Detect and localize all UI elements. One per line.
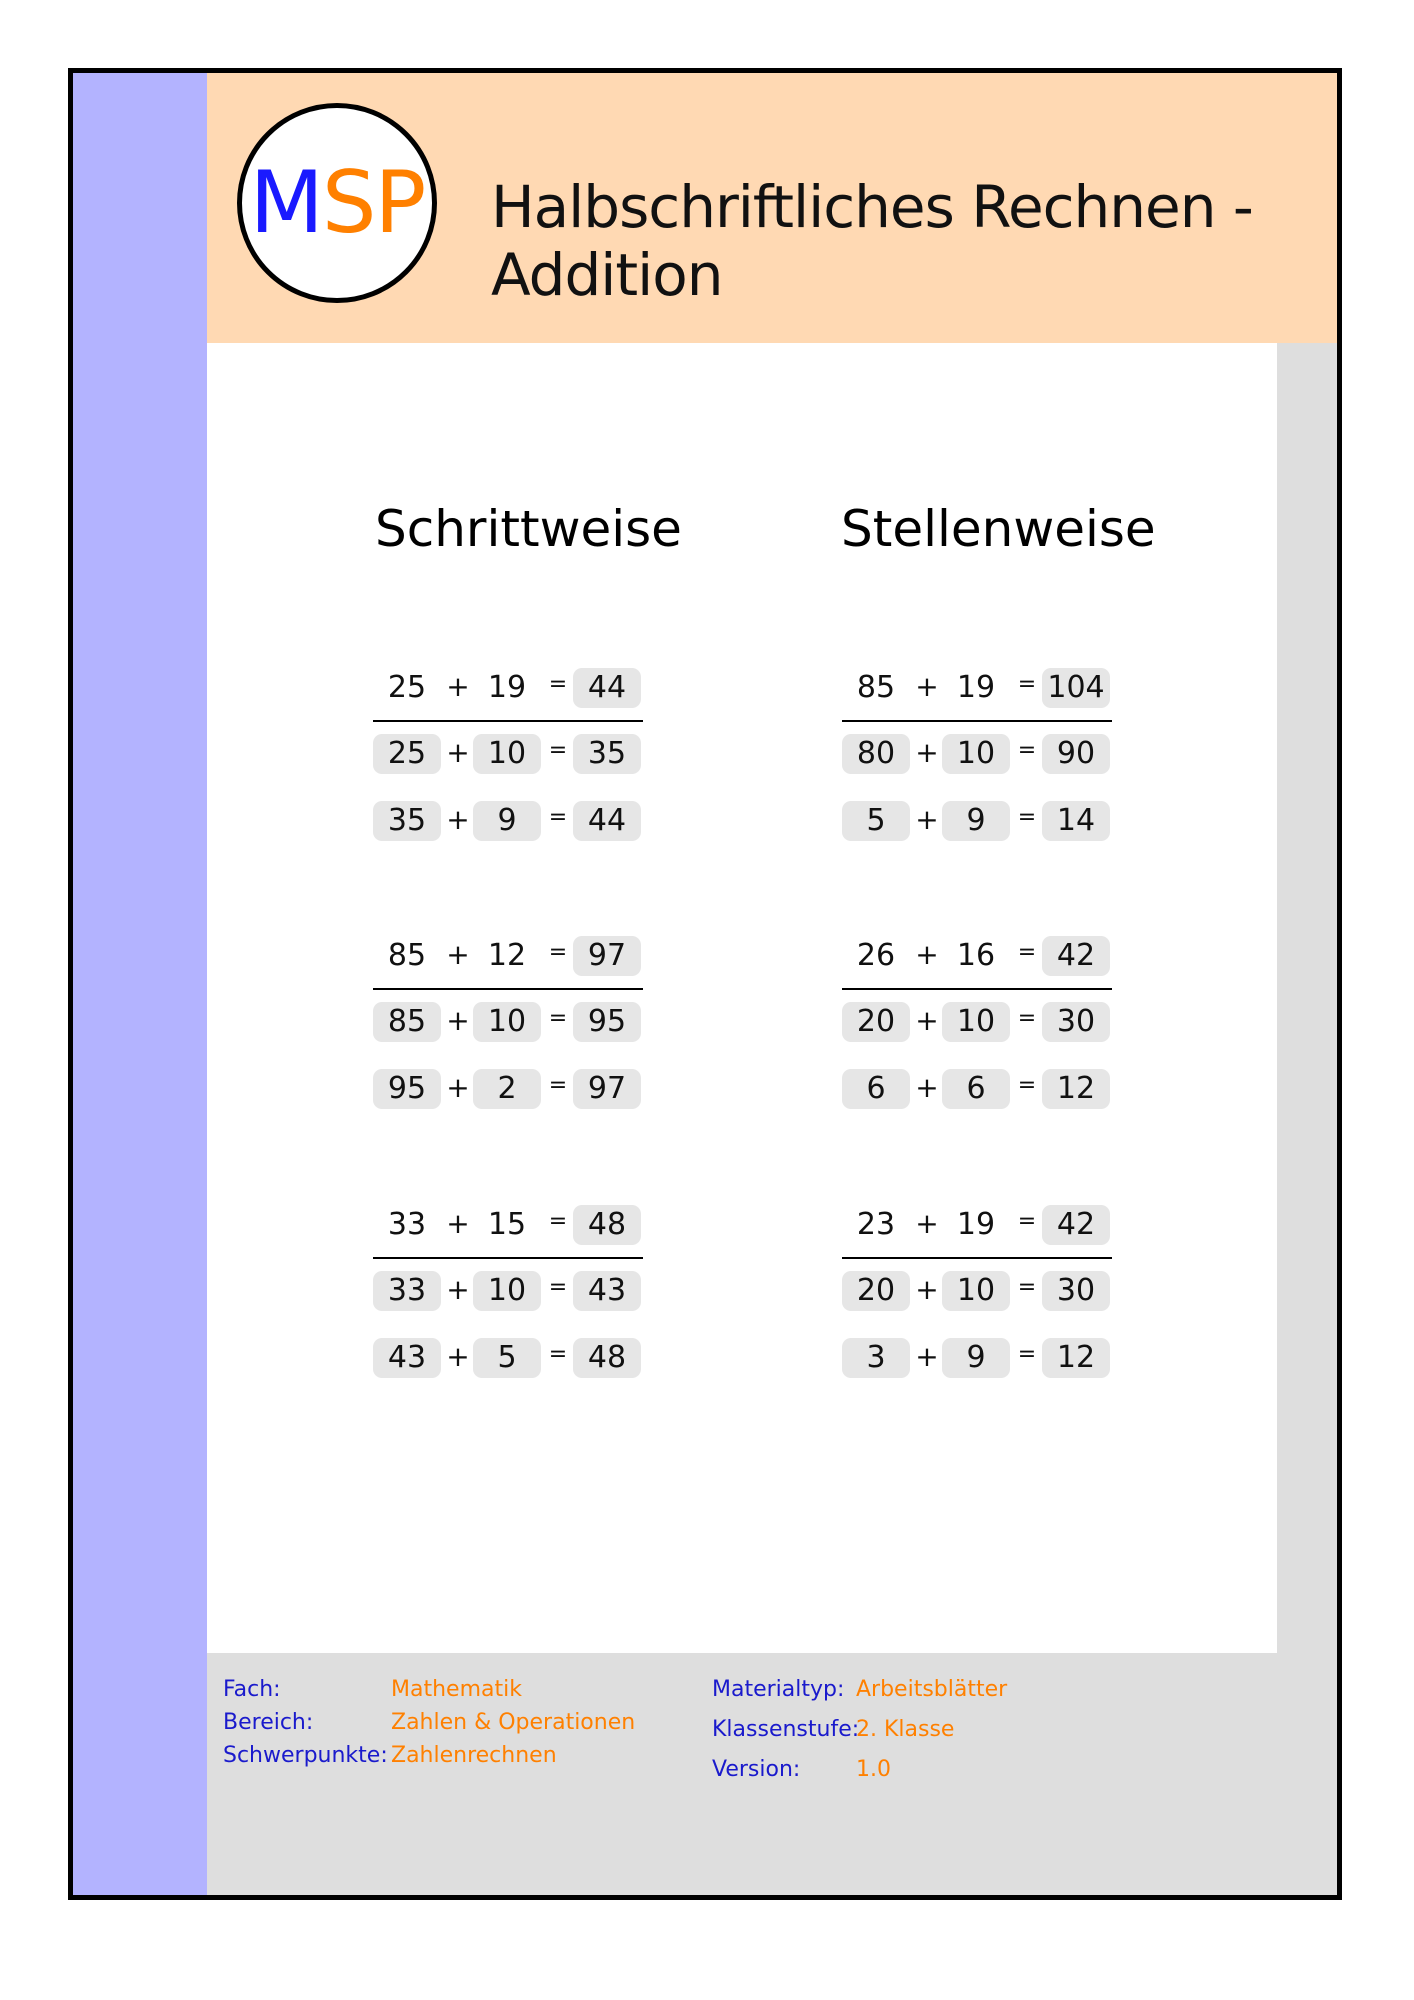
equals-sign: = — [548, 1275, 568, 1300]
number-box: 33 — [373, 1271, 441, 1311]
meta-label: Schwerpunkte: — [223, 1743, 388, 1768]
plus-sign: + — [446, 803, 470, 836]
plus-sign: + — [915, 1071, 939, 1104]
meta-label: Bereich: — [223, 1710, 314, 1735]
equals-sign: = — [548, 672, 568, 697]
number-box: 19 — [956, 1207, 996, 1242]
separator-line — [842, 988, 1112, 990]
equals-sign: = — [548, 1006, 568, 1031]
number-box: 3 — [842, 1338, 910, 1378]
exercise-block — [842, 936, 1112, 1136]
number-box: 6 — [842, 1069, 910, 1109]
number-box: 6 — [942, 1069, 1010, 1109]
plus-sign: + — [915, 803, 939, 836]
equals-sign: = — [1017, 805, 1037, 830]
number-box: 95 — [373, 1069, 441, 1109]
equals-sign: = — [548, 738, 568, 763]
result-box: 12 — [1042, 1338, 1110, 1378]
step-row — [842, 1338, 1112, 1378]
equals-sign: = — [1017, 1073, 1037, 1098]
plus-sign: + — [446, 736, 470, 769]
number-box: 33 — [387, 1207, 427, 1242]
plus-sign: + — [446, 1004, 470, 1037]
step-row — [842, 1069, 1112, 1109]
step-row — [373, 734, 643, 774]
separator-line — [373, 988, 643, 990]
equals-sign: = — [1017, 1275, 1037, 1300]
equation-row — [842, 668, 1112, 708]
equation-row — [373, 936, 643, 976]
msp-logo — [237, 103, 437, 303]
result-box: 97 — [573, 936, 641, 976]
meta-value: 1.0 — [856, 1757, 891, 1782]
number-box: 16 — [956, 938, 996, 973]
worksheet-frame — [68, 68, 1342, 1900]
equals-sign: = — [548, 1073, 568, 1098]
equals-sign: = — [548, 805, 568, 830]
left-sidebar-bar — [73, 73, 207, 1895]
equals-sign: = — [548, 940, 568, 965]
number-box: 10 — [473, 1002, 541, 1042]
number-box: 10 — [942, 1271, 1010, 1311]
equation-row — [842, 936, 1112, 976]
result-box: 48 — [573, 1205, 641, 1245]
result-box: 42 — [1042, 936, 1110, 976]
number-box: 19 — [487, 670, 527, 705]
page-title: Halbschriftliches Rechnen - Addition — [491, 173, 1253, 309]
column-heading-1: Schrittweise — [375, 500, 682, 558]
meta-value: 2. Klasse — [856, 1717, 955, 1742]
result-box: 14 — [1042, 801, 1110, 841]
plus-sign: + — [915, 1273, 939, 1306]
logo-letter-m: M — [249, 153, 322, 253]
meta-label: Klassenstufe: — [712, 1717, 860, 1742]
footer-info — [207, 1653, 1337, 1895]
number-box: 80 — [842, 734, 910, 774]
plus-sign: + — [446, 1273, 470, 1306]
equals-sign: = — [548, 1342, 568, 1367]
number-box: 9 — [473, 801, 541, 841]
plus-sign: + — [915, 736, 939, 769]
number-box: 20 — [842, 1002, 910, 1042]
number-box: 12 — [487, 938, 527, 973]
equals-sign: = — [548, 1209, 568, 1234]
plus-sign: + — [446, 1340, 470, 1373]
result-box: 44 — [573, 668, 641, 708]
number-box: 23 — [856, 1207, 896, 1242]
result-box: 44 — [573, 801, 641, 841]
header-band — [207, 73, 1337, 343]
exercise-block — [373, 668, 643, 868]
meta-label: Fach: — [223, 1677, 281, 1702]
separator-line — [373, 720, 643, 722]
result-box: 97 — [573, 1069, 641, 1109]
number-box: 9 — [942, 1338, 1010, 1378]
result-box: 30 — [1042, 1002, 1110, 1042]
plus-sign: + — [446, 1207, 470, 1240]
number-box: 5 — [842, 801, 910, 841]
number-box: 5 — [473, 1338, 541, 1378]
number-box: 25 — [373, 734, 441, 774]
result-box: 12 — [1042, 1069, 1110, 1109]
result-box: 43 — [573, 1271, 641, 1311]
step-row — [842, 734, 1112, 774]
meta-value: Mathematik — [391, 1677, 522, 1702]
result-box: 48 — [573, 1338, 641, 1378]
equals-sign: = — [1017, 1209, 1037, 1234]
plus-sign: + — [446, 938, 470, 971]
separator-line — [373, 1257, 643, 1259]
step-row — [842, 1002, 1112, 1042]
result-box: 104 — [1042, 668, 1110, 708]
exercise-block — [842, 1205, 1112, 1405]
exercise-block — [373, 1205, 643, 1405]
number-box: 15 — [487, 1207, 527, 1242]
number-box: 20 — [842, 1271, 910, 1311]
plus-sign: + — [915, 1004, 939, 1037]
number-box: 85 — [387, 938, 427, 973]
step-row — [842, 1271, 1112, 1311]
step-row — [373, 801, 643, 841]
number-box: 10 — [942, 1002, 1010, 1042]
logo-letters-sp: SP — [321, 153, 425, 253]
meta-value: Zahlen & Operationen — [391, 1710, 636, 1735]
plus-sign: + — [915, 1340, 939, 1373]
equals-sign: = — [1017, 738, 1037, 763]
number-box: 35 — [373, 801, 441, 841]
meta-label: Version: — [712, 1757, 801, 1782]
plus-sign: + — [915, 938, 939, 971]
step-row — [373, 1002, 643, 1042]
result-box: 90 — [1042, 734, 1110, 774]
equation-row — [842, 1205, 1112, 1245]
number-box: 26 — [856, 938, 896, 973]
result-box: 30 — [1042, 1271, 1110, 1311]
step-row — [373, 1338, 643, 1378]
number-box: 85 — [856, 670, 896, 705]
meta-value: Arbeitsblätter — [856, 1677, 1008, 1702]
number-box: 25 — [387, 670, 427, 705]
number-box: 10 — [473, 1271, 541, 1311]
plus-sign: + — [915, 1207, 939, 1240]
number-box: 9 — [942, 801, 1010, 841]
result-box: 42 — [1042, 1205, 1110, 1245]
exercise-block — [842, 668, 1112, 868]
step-row — [373, 1069, 643, 1109]
step-row — [842, 801, 1112, 841]
meta-label: Materialtyp: — [712, 1677, 845, 1702]
equals-sign: = — [1017, 1006, 1037, 1031]
number-box: 2 — [473, 1069, 541, 1109]
exercise-block — [373, 936, 643, 1136]
plus-sign: + — [915, 670, 939, 703]
separator-line — [842, 1257, 1112, 1259]
meta-value: Zahlenrechnen — [391, 1743, 557, 1768]
number-box: 85 — [373, 1002, 441, 1042]
number-box: 43 — [373, 1338, 441, 1378]
equals-sign: = — [1017, 940, 1037, 965]
equation-row — [373, 668, 643, 708]
plus-sign: + — [446, 1071, 470, 1104]
number-box: 19 — [956, 670, 996, 705]
result-box: 95 — [573, 1002, 641, 1042]
plus-sign: + — [446, 670, 470, 703]
number-box: 10 — [942, 734, 1010, 774]
step-row — [373, 1271, 643, 1311]
equation-row — [373, 1205, 643, 1245]
equals-sign: = — [1017, 672, 1037, 697]
number-box: 10 — [473, 734, 541, 774]
separator-line — [842, 720, 1112, 722]
column-heading-2: Stellenweise — [841, 500, 1156, 558]
result-box: 35 — [573, 734, 641, 774]
equals-sign: = — [1017, 1342, 1037, 1367]
